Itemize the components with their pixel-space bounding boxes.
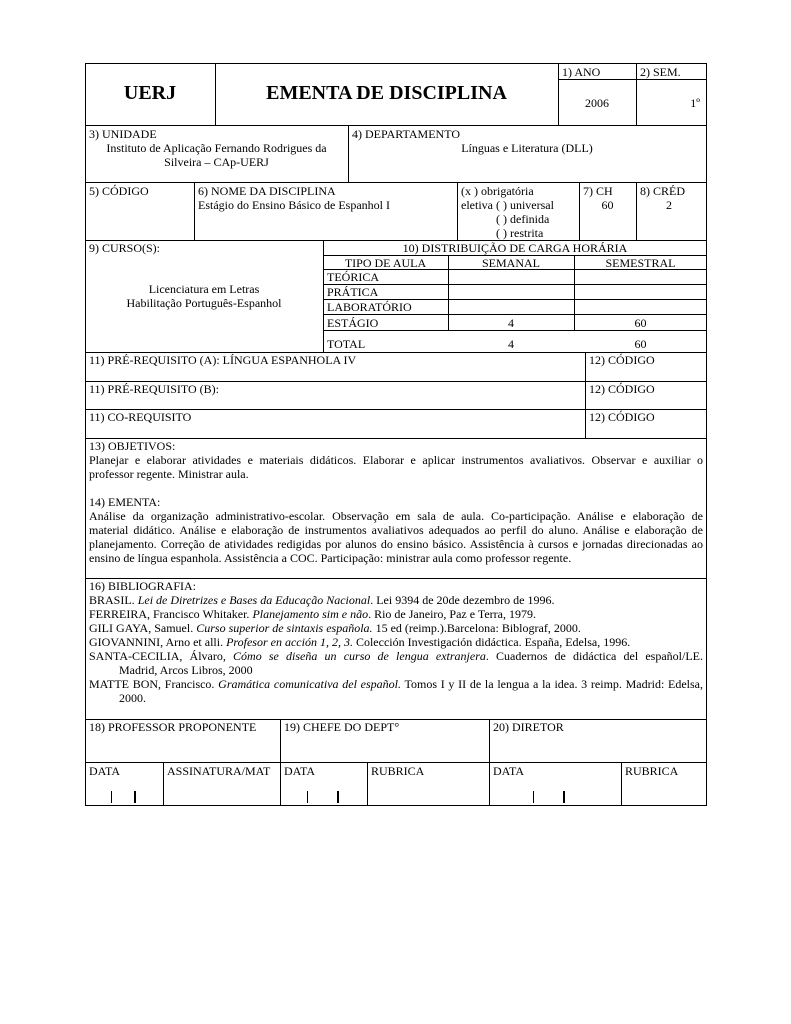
- departamento-label: 4) DEPARTAMENTO: [352, 127, 460, 141]
- professor-proponente-label: 18) PROFESSOR PROPONENTE: [89, 720, 257, 734]
- carga-title: 10) DISTRIBUIÇÃO DE CARGA HORÁRIA: [402, 241, 628, 255]
- institution-name: UERJ: [123, 82, 177, 104]
- ch-value: 60: [601, 198, 614, 212]
- bib-entry: SANTA-CECILIA, Álvaro, Cómo se diseña un curso de lengua extranjera. Cuadernos de didáctica del español/LE.: [89, 649, 703, 663]
- curso-label: 9) CURSO(S):: [89, 241, 161, 255]
- ementa-text: [89, 509, 703, 565]
- codigo-label: 5) CÓDIGO: [89, 184, 149, 198]
- data-label: DATA: [284, 764, 316, 778]
- curso-value-line2: Habilitação Português-Espanhol: [126, 296, 282, 310]
- sem-label: 2) SEM.: [640, 65, 681, 79]
- bib-entry: GILI GAYA, Samuel. Curso superior de sintaxis española. 15 ed (reimp.).Barcelona: Biblograf, 2000.: [89, 621, 581, 635]
- cred-label: 8) CRÉD: [640, 184, 685, 198]
- objetivos-line: Planejar e elaborar atividades e materiais didáticos. Elaborar e aplicar instrumentos avaliativos. Observar e auxiliar o: [89, 453, 703, 467]
- carga-row-tipo: PRÁTICA: [327, 285, 379, 299]
- bib-entry-continuation: 2000.: [119, 691, 146, 705]
- ano-label: 1) ANO: [562, 65, 601, 79]
- data-label: DATA: [493, 764, 525, 778]
- bib-entry: BRASIL. Lei de Diretrizes e Bases da Educação Nacional. Lei 9394 de 20de dezembro de 1996.: [89, 593, 555, 607]
- carga-row-semanal: 4: [508, 337, 514, 351]
- carga-row-tipo: LABORATÓRIO: [327, 300, 412, 314]
- carga-row-tipo: TEÓRICA: [327, 270, 379, 284]
- ementa-line: Análise da organização administrativo-escolar. Observação em sala de aula. Co-participação. Análise e elaboração de: [89, 509, 703, 523]
- bib-entry: MATTE BON, Francisco. Gramática comunicativa del español. Tomos I y II de la lengua a la idea. 3 reimp. Madrid: Edelsa,: [89, 677, 703, 691]
- bib-entry-continuation: Madrid, Arcos Libros, 2000: [119, 663, 253, 677]
- codigo-co: 12) CÓDIGO: [589, 410, 655, 424]
- tipo-definida: ( ) definida: [496, 212, 550, 226]
- ementa-line: planejamento. Correção de atividades redigidas por alunos do ensino básico. Assistência à cursos e jornadas direcionadas ao: [89, 537, 703, 551]
- tipo-eletiva: eletiva ( ) universal: [461, 198, 554, 212]
- unidade-value-line2: Silveira – CAp-UERJ: [164, 155, 269, 169]
- curso-value-line1: Licenciatura em Letras: [148, 282, 260, 296]
- departamento-value: Línguas e Literatura (DLL): [461, 141, 593, 155]
- objetivos-line: professor regente. Ministrar aula.: [89, 467, 249, 481]
- ch-label: 7) CH: [583, 184, 613, 198]
- objetivos-label: 13) OBJETIVOS:: [89, 439, 176, 453]
- date-separator-tick: [533, 791, 534, 803]
- date-separator-tick: [563, 791, 565, 803]
- carga-row-tipo: ESTÁGIO: [327, 316, 379, 330]
- pre-requisito-b: 11) PRÉ-REQUISITO (B):: [89, 382, 219, 396]
- codigo-b: 12) CÓDIGO: [589, 382, 655, 396]
- sem-value: 1º: [690, 96, 700, 110]
- tipo-obrigatoria: (x ) obrigatória: [461, 184, 534, 198]
- carga-row-semestral: 60: [634, 316, 647, 330]
- col-semestral: SEMESTRAL: [605, 256, 676, 270]
- document-title: EMENTA DE DISCIPLINA: [266, 82, 507, 104]
- ementa-line: ensino de língua espanhola. Assistência a COC. Participação: ministrar aula como professor regente.: [89, 551, 572, 565]
- bibliografia-label: 16) BIBLIOGRAFIA:: [89, 579, 196, 593]
- codigo-a: 12) CÓDIGO: [589, 353, 655, 367]
- data-label: DATA: [89, 764, 121, 778]
- carga-row-semanal: 4: [508, 316, 514, 330]
- tipo-restrita: ( ) restrita: [496, 226, 544, 240]
- unidade-value-line1: Instituto de Aplicação Fernando Rodrigues da: [106, 141, 327, 155]
- pre-requisito-a: 11) PRÉ-REQUISITO (A): LÍNGUA ESPANHOLA IV: [89, 353, 357, 367]
- bibliografia-list: [89, 593, 703, 705]
- date-separator-tick: [111, 791, 112, 803]
- nome-disciplina-value: Estágio do Ensino Básico de Espanhol I: [198, 198, 390, 212]
- nome-disciplina-label: 6) NOME DA DISCIPLINA: [198, 184, 336, 198]
- rubrica-label: RUBRICA: [371, 764, 425, 778]
- carga-row-tipo: TOTAL: [327, 337, 366, 351]
- co-requisito: 11) CO-REQUISITO: [89, 410, 192, 424]
- date-separator-tick: [337, 791, 339, 803]
- bib-entry: FERREIRA, Francisco Whitaker. Planejamento sim e não. Rio de Janeiro, Paz e Terra, 1979.: [89, 607, 536, 621]
- rubrica-label: RUBRICA: [625, 764, 679, 778]
- assinatura-mat-label: ASSINATURA/MAT: [167, 764, 271, 778]
- chefe-dept-label: 19) CHEFE DO DEPT°: [284, 720, 400, 734]
- unidade-label: 3) UNIDADE: [89, 127, 157, 141]
- ementa-line: material didático. Análise e elaboração de instrumentos avaliativos adequados ao perfil do aluno. Análise e elaboração de: [89, 523, 703, 537]
- cred-value: 2: [666, 198, 672, 212]
- carga-row-semestral: 60: [634, 337, 647, 351]
- bib-entry: GIOVANNINI, Arno et alli. Profesor en acción 1, 2, 3. Colección Investigación didáctica. España, Edelsa, 1996.: [89, 635, 631, 649]
- objetivos-text: [89, 453, 703, 481]
- ementa-label: 14) EMENTA:: [89, 495, 161, 509]
- date-separator-tick: [134, 791, 136, 803]
- date-separator-tick: [307, 791, 308, 803]
- col-tipo-aula: TIPO DE AULA: [344, 256, 427, 270]
- ano-value: 2006: [585, 96, 609, 110]
- col-semanal: SEMANAL: [481, 256, 540, 270]
- diretor-label: 20) DIRETOR: [493, 720, 564, 734]
